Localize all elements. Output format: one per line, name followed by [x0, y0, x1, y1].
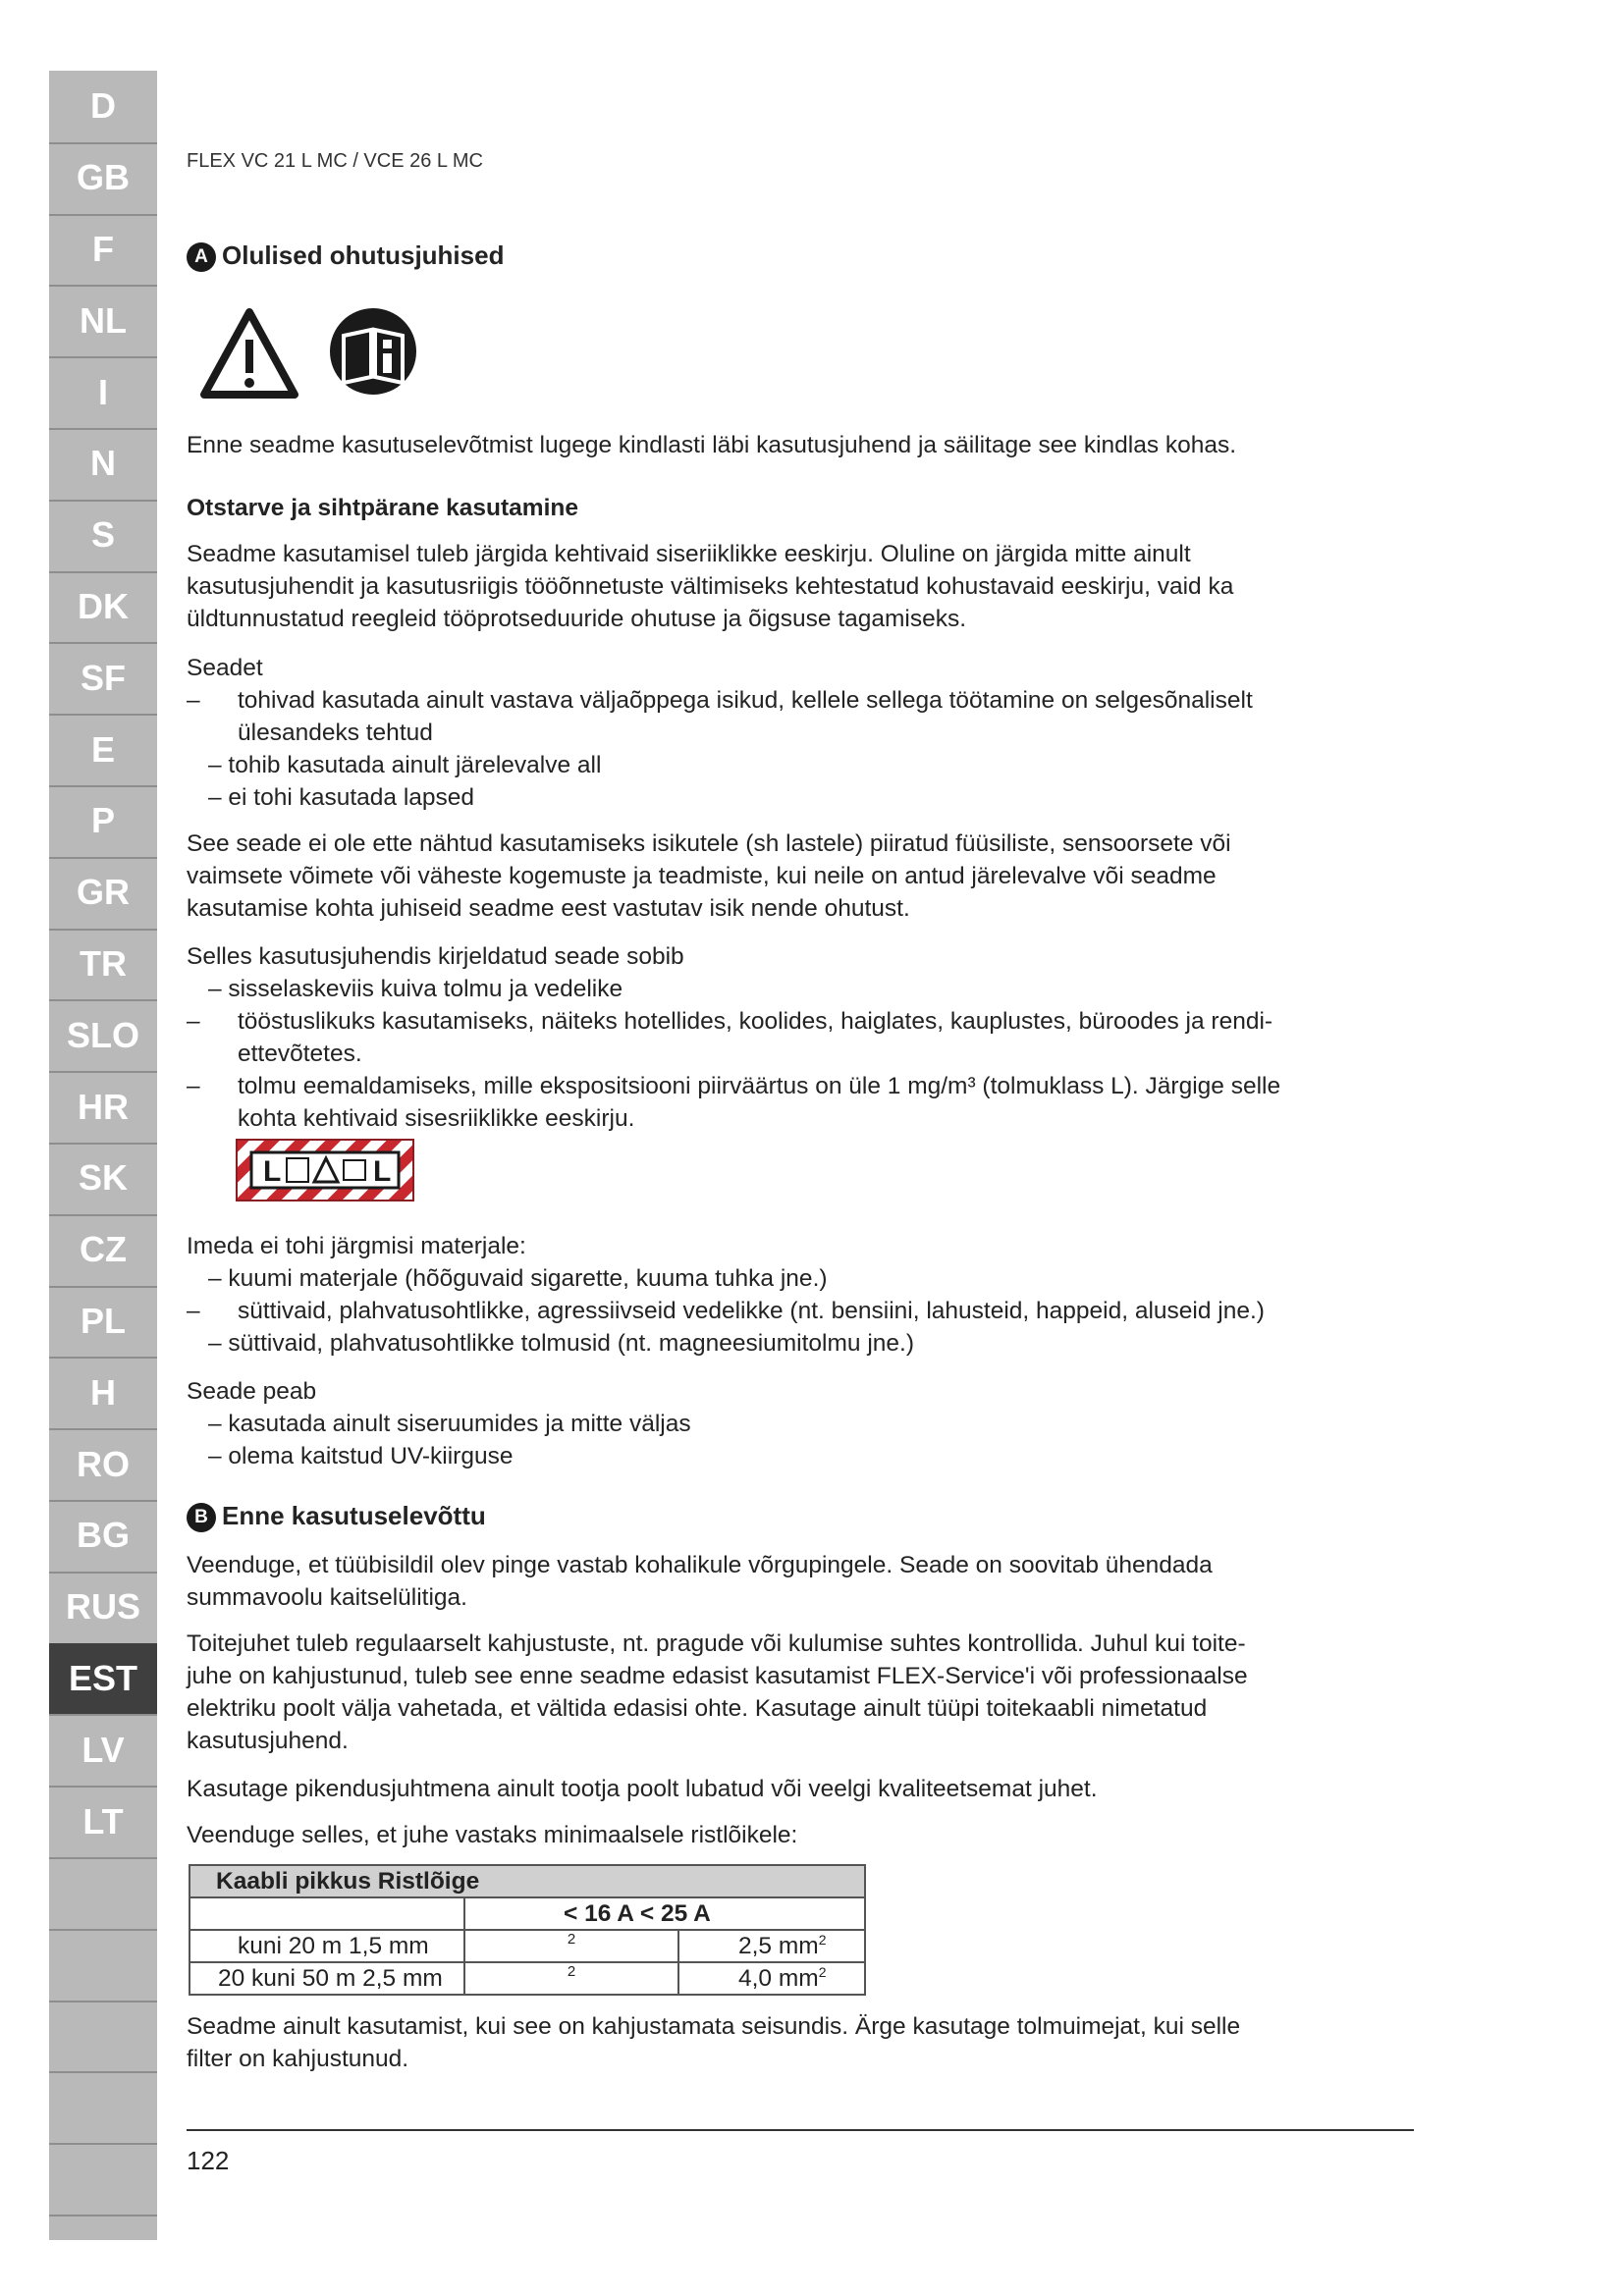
table-header-row: [189, 1865, 865, 1897]
text-line: Toitejuhet tuleb regulaarselt kahjustuste, nt. pragude või kulumise suhtes kontrollida. Juhul kui toite-: [187, 1630, 1246, 1657]
text-line: elektriku poolt välja vahetada, et vältida edasisi ohte. Kasutage ainult tüüpi toitekaabli nimetatud: [187, 1695, 1208, 1722]
language-sidebar: [49, 71, 157, 2240]
language-tab-pl[interactable]: PL: [49, 1286, 157, 1360]
text-line: süttivaid, plahvatusohtlikke, agressiivseid vedelikke (nt. bensiini, lahusteid, happeid, aluseid jne.): [238, 1298, 1265, 1324]
section-a-badge: A: [187, 242, 216, 272]
language-tab-n[interactable]: N: [49, 428, 157, 502]
language-tab-sk[interactable]: SK: [49, 1143, 157, 1216]
list-item: [187, 1005, 1414, 1070]
section-a-title: Olulised ohutusjuhised: [222, 240, 505, 270]
language-tab-dk[interactable]: DK: [49, 571, 157, 645]
document-header: FLEX VC 21 L MC / VCE 26 L MC: [187, 150, 483, 172]
language-tab-est[interactable]: EST: [49, 1643, 157, 1717]
must-list: [187, 1375, 1414, 1472]
table-header: Kaabli pikkus Ristlõige: [189, 1865, 865, 1897]
language-tab-rus[interactable]: RUS: [49, 1572, 157, 1645]
text-line: summavoolu kaitselülitiga.: [187, 1584, 467, 1611]
language-tab-slo[interactable]: SLO: [49, 999, 157, 1073]
page-number: 122: [187, 2146, 230, 2175]
footer-divider: [187, 2129, 1414, 2131]
dust-class-l-icon: [236, 1139, 414, 1206]
language-tab-empty: [49, 2143, 157, 2216]
section-a-intro: Enne seadme kasutuselevõtmist lugege kindlasti läbi kasutusjuhend ja säilitage see kindlas kohas.: [187, 432, 1237, 458]
text-line: kohta kehtivaid sisesriiklikke eeskirju.: [238, 1105, 635, 1132]
language-tab-p[interactable]: P: [49, 785, 157, 859]
cell-value: 2,5 mm: [738, 1933, 819, 1960]
table-subheader-row: [189, 1897, 865, 1930]
dash-marker: –: [187, 1008, 200, 1035]
section-b-badge: B: [187, 1503, 216, 1532]
text-line: üldtunnustatud reegleid tööprotseduuride ohutuse ja õigsuse tagamiseks.: [187, 606, 967, 632]
language-tab-e[interactable]: E: [49, 714, 157, 787]
section-b-title: Enne kasutuselevõttu: [222, 1501, 486, 1530]
text-line: Seadme kasutamisel tuleb järgida kehtivaid siseriiklikke eeskirju. Oluline on järgida mitte ainult: [187, 541, 1191, 567]
safety-icons: [200, 306, 426, 405]
cell-value: 4,0 mm: [738, 1965, 819, 1993]
list-item: – kuumi materjale (hõõguvaid sigarette, kuuma tuhka jne.): [208, 1265, 828, 1292]
table-subheader: < 16 A < 25 A: [464, 1897, 865, 1930]
language-tab-hr[interactable]: HR: [49, 1071, 157, 1145]
text-line: filter on kahjustunud.: [187, 2046, 409, 2072]
table-cell: 2: [464, 1930, 678, 1962]
language-tab-s[interactable]: S: [49, 500, 157, 573]
language-tab-tr[interactable]: TR: [49, 929, 157, 1002]
text-line: vaimsete võimete või väheste kogemuste ja teadmiste, kui neile on antud järelevalve või seadme: [187, 863, 1217, 889]
table-row: [189, 1962, 865, 1995]
device-list: [187, 652, 1414, 814]
list-item: [187, 1295, 1414, 1327]
must-list-label: Seade peab: [187, 1378, 317, 1405]
table-cell: 2: [464, 1962, 678, 1995]
text-line: Seadme ainult kasutamist, kui see on kahjustamata seisundis. Ärge kasutage tolmuimejat, kui selle: [187, 2013, 1241, 2040]
list-item: – sisselaskeviis kuiva tolmu ja vedelike: [208, 976, 623, 1002]
list-item: – ei tohi kasutada lapsed: [208, 784, 475, 811]
language-tab-lv[interactable]: LV: [49, 1714, 157, 1788]
table-cell: [678, 1930, 865, 1962]
language-tab-d[interactable]: D: [49, 71, 157, 144]
language-tab-h[interactable]: H: [49, 1357, 157, 1430]
language-tab-lt[interactable]: LT: [49, 1786, 157, 1859]
language-tab-bg[interactable]: BG: [49, 1500, 157, 1574]
language-tab-empty: [49, 1857, 157, 1931]
list-item: [187, 1070, 1414, 1135]
text-line: tohivad kasutada ainult vastava väljaõppega isikud, kellele sellega töötamine on selgesõnaliselt: [238, 687, 1253, 714]
purpose-subheading: Otstarve ja sihtpärane kasutamine: [187, 495, 578, 521]
table-row: [189, 1930, 865, 1962]
voltage-paragraph: [187, 1549, 1414, 1614]
text-line: tööstuslikuks kasutamiseks, näiteks hotellides, koolides, haiglates, kauplustes, büroodes ja rendi-: [238, 1008, 1273, 1035]
text-line: kasutusjuhend.: [187, 1728, 349, 1754]
dash-marker: –: [187, 1298, 200, 1324]
section-b-heading: [187, 1500, 1414, 1532]
svg-text:L: L: [263, 1155, 282, 1188]
cross-section-paragraph: Veenduge selles, et juhe vastaks minimaalsele ristlõikele:: [187, 1822, 798, 1848]
list-item: [187, 684, 1414, 749]
text-line: tolmu eemaldamiseks, mille ekspositsiooni piirväärtus on üle 1 mg/m³ (tolmuklass L). Järgige selle: [238, 1073, 1281, 1099]
table-cell: [189, 1897, 464, 1930]
prohibited-list-label: Imeda ei tohi järgmisi materjale:: [187, 1233, 526, 1259]
language-tab-ro[interactable]: RO: [49, 1428, 157, 1502]
dash-marker: –: [187, 1073, 200, 1099]
suitable-list-label: Selles kasutusjuhendis kirjeldatud seade sobib: [187, 943, 684, 970]
text-line: kasutamise kohta juhiseid seadme eest vastutav isik nende ohutust.: [187, 895, 910, 922]
language-tab-empty: [49, 2071, 157, 2145]
cell-sup: 2: [818, 1963, 827, 1980]
language-tab-sf[interactable]: SF: [49, 642, 157, 716]
table-cell: 20 kuni 50 m 2,5 mm: [189, 1962, 464, 1995]
table-cell: kuni 20 m 1,5 mm: [189, 1930, 464, 1962]
text-line: ülesandeks tehtud: [238, 720, 433, 746]
language-tab-cz[interactable]: CZ: [49, 1214, 157, 1288]
cable-paragraph: [187, 1628, 1414, 1757]
text-line: ettevõtetes.: [238, 1041, 362, 1067]
dash-marker: –: [187, 687, 200, 714]
restriction-paragraph: [187, 828, 1414, 925]
extension-paragraph: Kasutage pikendusjuhtmena ainult tootja poolt lubatud või veelgi kvaliteetsemat juhet.: [187, 1776, 1098, 1802]
damage-paragraph: [187, 2010, 1414, 2075]
purpose-paragraph: [187, 538, 1414, 635]
list-item: – kasutada ainult siseruumides ja mitte väljas: [208, 1411, 691, 1437]
text-line: See seade ei ole ette nähtud kasutamiseks isikutele (sh lastele) piiratud füüsiliste, sensoorsete või: [187, 830, 1231, 857]
cell-sup: 2: [818, 1931, 827, 1948]
warning-triangle-icon: [200, 306, 426, 400]
read-manual-icon: [330, 308, 416, 395]
language-tab-f[interactable]: F: [49, 214, 157, 288]
text-line: kasutusjuhendit ja kasutusriigis tööõnnetuste vältimiseks kehtestatud kohustavaid eeskirju, vaid ka: [187, 573, 1234, 600]
svg-text:L: L: [373, 1155, 392, 1188]
language-tab-empty: [49, 2001, 157, 2074]
list-item: – süttivaid, plahvatusohtlikke tolmusid (nt. magneesiumitolmu jne.): [208, 1330, 915, 1357]
prohibited-list: [187, 1230, 1414, 1360]
table-cell: [678, 1962, 865, 1995]
language-tab-nl[interactable]: NL: [49, 285, 157, 358]
language-tab-i[interactable]: I: [49, 356, 157, 430]
suitable-list: [187, 940, 1414, 1135]
device-list-label: Seadet: [187, 655, 263, 681]
language-tab-gr[interactable]: GR: [49, 857, 157, 931]
text-line: Veenduge, et tüübisildil olev pinge vastab kohalikule võrgupingele. Seade on soovitab ühendada: [187, 1552, 1213, 1578]
cable-table: [189, 1864, 866, 1996]
list-item: – tohib kasutada ainult järelevalve all: [208, 752, 602, 778]
list-item: – olema kaitstud UV-kiirguse: [208, 1443, 514, 1469]
language-tab-empty: [49, 1929, 157, 2002]
section-a-heading: [187, 240, 1414, 272]
text-line: juhe on kahjustunud, tuleb see enne seadme edasist kasutamist FLEX-Service'i või professionaalse: [187, 1663, 1248, 1689]
language-tab-gb[interactable]: GB: [49, 142, 157, 216]
